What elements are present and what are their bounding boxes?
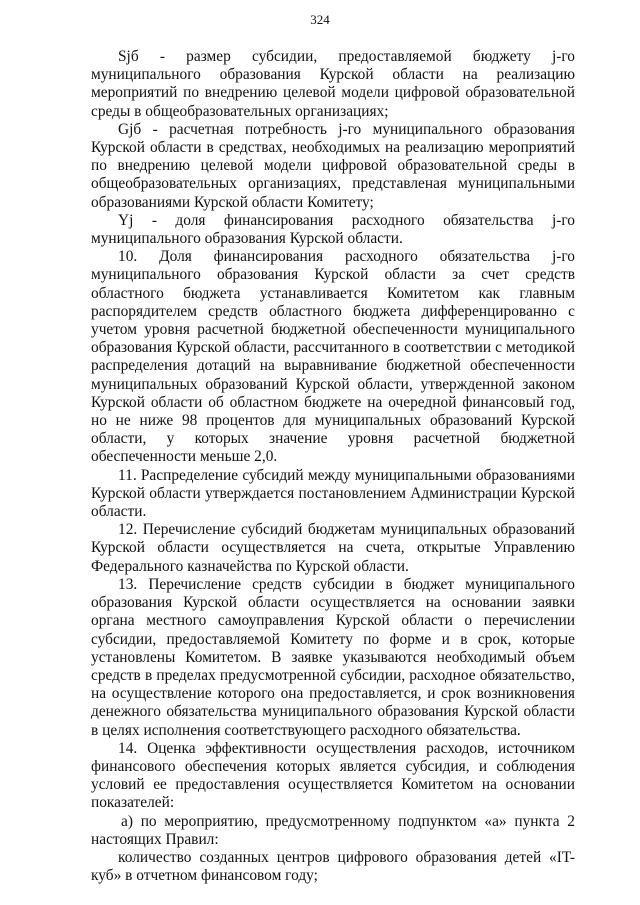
paragraph-it-cube-count: количество созданных центров цифрового образования детей «IT-куб» в отчетном финансовом году; (91, 848, 575, 885)
page-number: 324 (310, 12, 330, 27)
paragraph-yj-definition: Yj - доля финансирования расходного обязательства j-го муниципального образования Курской области. (91, 211, 575, 248)
paragraph-gjb-definition: Gjб - расчетная потребность j-го муниципального образования Курской области в средствах, необходимых на реализацию мероприятий по внедрению целевой модели цифровой образовательной среды в общеобразовательных организациях, представленая муниципальными образованиями Курской области Комитету; (91, 120, 575, 211)
paragraph-10: 10. Доля финансирования расходного обязательства j-го муниципального образования Курской области за счет средств областного бюджета устанавливается Комитетом как главным распорядителем средств областного бюджета дифференцированно с учетом уровня расчетной бюджетной обеспеченности муниципального образования Курской области, рассчитанного в соответствии с методикой распределения дотаций на выравнивание бюджетной обеспеченности муниципальных образований Курской области, утвержденной законом Курской области об областном бюджете на очередной финансовый год, но не ниже 98 процентов для муниципальных образований Курской области, у которых значение уровня расчетной бюджетной обеспеченности меньше 2,0. (91, 248, 575, 466)
paragraph-13: 13. Перечисление средств субсидии в бюджет муниципального образования Курской области осуществляется на основании заявки органа местного самоуправления Курской области о перечислении субсидии, предоставляемой Комитету по форме и в срок, которые установлены Комитетом. В заявке указываются необходимый объем средств в пределах предусмотренной субсидии, расходное обязательство, на осуществление которого она предоставляется, и срок возникновения денежного обязательства муниципального образования Курской области в целях исполнения соответствующего расходного обязательства. (91, 575, 575, 739)
paragraph-14-a: а) по мероприятию, предусмотренному подпунктом «а» пункта 2 настоящих Правил: (91, 812, 575, 848)
paragraph-14: 14. Оценка эффективности осуществления расходов, источником финансового обеспечения которых является субсидия, и соблюдения условий ее предоставления осуществляется Комитетом на основании показателей: (91, 739, 575, 812)
document-body (91, 48, 575, 885)
paragraph-11: 11. Распределение субсидий между муниципальными образованиями Курской области утверждается постановлением Администрации Курской области. (91, 466, 575, 521)
paragraph-sjb-definition: Sjб - размер субсидии, предоставляемой бюджету j-го муниципального образования Курской области на реализацию мероприятий по внедрению целевой модели цифровой образовательной среды в общеобразовательных организациях; (91, 48, 575, 120)
paragraph-12: 12. Перечисление субсидий бюджетам муниципальных образований Курской области осуществляется на счета, открытые Управлению Федерального казначейства по Курской области. (91, 521, 575, 575)
